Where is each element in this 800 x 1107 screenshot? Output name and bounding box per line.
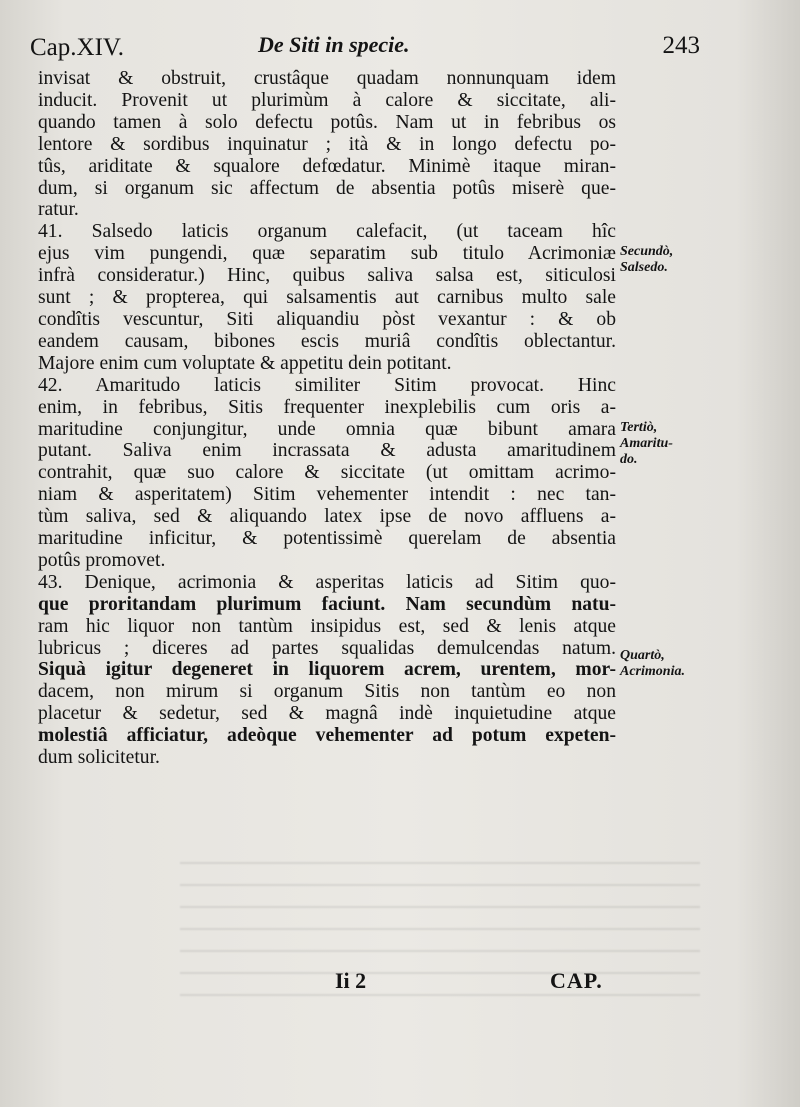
chapter-label: Cap.XIV. xyxy=(30,34,124,61)
text-line: putant. Saliva enim incrassata & adusta amaritudinem xyxy=(38,440,616,462)
margin-note-line: do. xyxy=(620,452,638,467)
signature-mark: Ii 2 xyxy=(335,968,367,993)
margin-note xyxy=(620,648,720,680)
page-number: 243 xyxy=(662,32,700,59)
page-footer xyxy=(0,968,800,998)
text-line: dum, si organum sic affectum de absentia potûs miserè que- xyxy=(38,177,616,199)
margin-note-line: Acrimonia. xyxy=(620,664,685,679)
text-line: dacem, non mirum si organum Sitis non tantùm eo non xyxy=(38,681,616,703)
text-line: tùm saliva, sed & aliquando latex ipse de novo affluens a- xyxy=(38,506,616,528)
margin-note-line: Tertiò, xyxy=(620,420,658,435)
margin-note-line: Salsedo. xyxy=(620,260,668,275)
text-line: Majore enim cum voluptate & appetitu dein potitant. xyxy=(38,352,452,374)
text-line: placetur & sedetur, sed & magnâ indè inquietudine atque xyxy=(38,703,616,725)
margin-note-line: Quartò, xyxy=(620,648,665,663)
text-line: ratur. xyxy=(38,199,79,221)
text-line: invisat & obstruit, crustâque quadam nonnunquam idem xyxy=(38,68,616,89)
text-line: lubricus ; diceres ad partes squalidas demulcendas natum. xyxy=(38,637,616,659)
text-line: que proritandam plurimum faciunt. Nam secundùm natu- xyxy=(38,593,616,615)
text-line: ram hic liquor non tantùm insipidus est, sed & lenis atque xyxy=(38,615,616,637)
text-line: Siquà igitur degeneret in liquorem acrem, urentem, mor- xyxy=(38,659,616,681)
text-line: enim, in febribus, Sitis frequenter inexplebilis cum oris a- xyxy=(38,396,616,418)
text-line: maritudine inficitur, & potentissimè querelam de absentia xyxy=(38,528,616,550)
text-line: quando tamen à solo defectu potûs. Nam ut in febribus os xyxy=(38,111,616,133)
text-line: eandem causam, bibones escis muriâ condîtis oblectantur. xyxy=(38,330,616,352)
text-line: inducit. Provenit ut plurimùm à calore & siccitate, ali- xyxy=(38,89,616,111)
text-line: infrà consideratur.) Hinc, quibus saliva salsa est, siticulosi xyxy=(38,265,616,287)
text-line: dum solicitetur. xyxy=(38,747,160,769)
margin-note xyxy=(620,244,720,276)
text-line: 42. Amaritudo laticis similiter Sitim provocat. Hinc xyxy=(38,374,616,396)
text-line: contrahit, quæ suo calore & siccitate (ut omittam acrimo- xyxy=(38,462,616,484)
main-text xyxy=(38,68,616,769)
text-line: 41. Salsedo laticis organum calefacit, (ut taceam hîc xyxy=(38,221,616,243)
text-line: molestiâ afficiatur, adeòque vehementer ad potum expeten- xyxy=(38,725,616,747)
text-line: 43. Denique, acrimonia & asperitas laticis ad Sitim quo- xyxy=(38,571,616,593)
text-line: lentore & sordibus inquinatur ; ità & in longo defectu po- xyxy=(38,133,616,155)
running-title: De Siti in specie. xyxy=(258,32,410,57)
text-line: tûs, ariditate & squalore defœdatur. Minimè itaque miran- xyxy=(38,155,616,177)
text-line: condîtis vescuntur, Siti aliquandiu pòst vexantur : & ob xyxy=(38,308,616,330)
text-line: niam & asperitatem) Sitim vehementer intendit : nec tan- xyxy=(38,484,616,506)
margin-note-line: Secundò, xyxy=(620,244,674,259)
margin-note-line: Amaritu- xyxy=(620,436,673,451)
catchword: CAP. xyxy=(550,968,603,993)
text-line: sunt ; & propterea, qui salsamentis aut carnibus multo sale xyxy=(38,287,616,309)
text-line: ejus vim pungendi, quæ separatim sub titulo Acrimoniæ xyxy=(38,243,616,265)
margin-note xyxy=(620,420,720,468)
running-header xyxy=(30,28,700,68)
text-line: potûs promovet. xyxy=(38,549,166,571)
text-line: maritudine conjungitur, unde omnia quæ bibunt amara xyxy=(38,418,616,440)
